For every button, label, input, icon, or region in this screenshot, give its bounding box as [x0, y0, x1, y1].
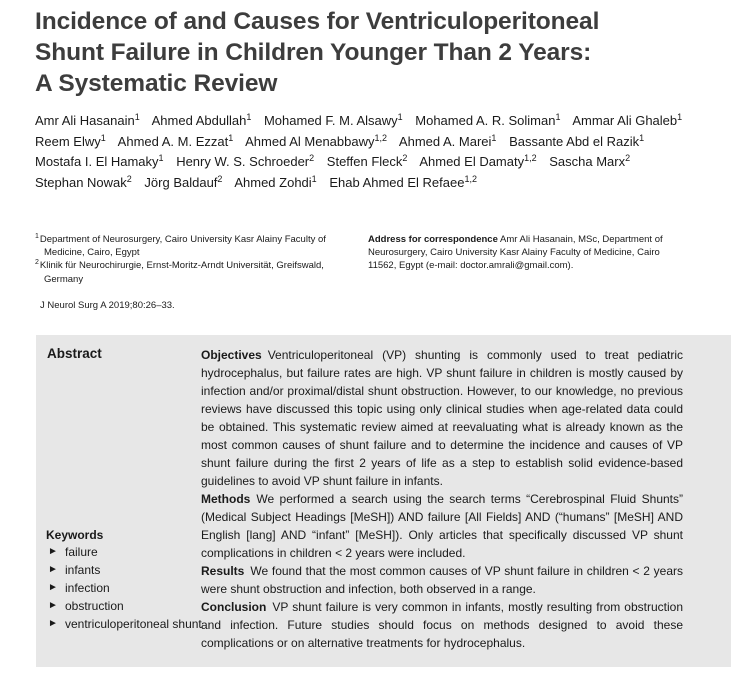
author-name — [35, 175, 132, 190]
author-affiliation-sup: 2 — [309, 153, 315, 163]
author-name-text: Amr Ali Hasanain — [35, 113, 135, 128]
article-title — [35, 6, 695, 99]
keyword-text: failure — [65, 545, 98, 559]
author-name — [419, 154, 536, 169]
author-name-text: Bassante Abd el Razik — [509, 133, 640, 149]
author-name — [35, 134, 106, 149]
correspondence — [368, 233, 686, 273]
section-label: Results — [201, 564, 245, 578]
keyword-item — [46, 561, 205, 579]
section-text: We found that the most common causes of VP shunt failure in children < 2 years were shunt obstruction and infection, both observed in a range. — [201, 564, 683, 596]
author-affiliation-sup: 2 — [402, 153, 408, 163]
author-name-text: Jörg Baldauf — [144, 174, 218, 190]
abstract-section — [201, 346, 683, 490]
author-name-text: Reem Elwy — [35, 133, 101, 149]
author-name-text: Stephan Nowak — [35, 174, 127, 190]
author-affiliation-sup: 1 — [639, 132, 645, 143]
title-line: Incidence of and Causes for Ventriculoperitoneal — [35, 8, 600, 35]
abstract-box — [36, 335, 731, 667]
author-name-text: Mohamed A. R. Soliman — [415, 113, 556, 128]
author-affiliation-sup: 1 — [134, 112, 140, 122]
arrow-right-icon: ► — [48, 618, 58, 629]
abstract-body — [201, 346, 683, 652]
author-name — [549, 154, 630, 169]
author-name-text: Ehab Ahmed El Refaee — [329, 174, 465, 190]
author-affiliation-sup: 2 — [217, 173, 223, 184]
author-name — [329, 175, 477, 190]
author-name — [509, 134, 644, 149]
author-name — [152, 113, 252, 128]
author-name-text: Ahmed A. M. Ezzat — [117, 133, 229, 149]
keyword-item — [46, 615, 205, 633]
correspondence-text: Amr Ali Hasanain, MSc, Department of Neurosurgery, Cairo University Kasr Alainy Faculty of Medicine, Cairo 11562, Egypt (e-mail: doctor.amrali@gmail.com). — [368, 234, 663, 272]
abstract-heading: Abstract — [47, 346, 102, 361]
author-affiliation-sup: 1 — [158, 153, 164, 163]
affiliation-text: Klinik für Neurochirurgie, Ernst-Moritz-Arndt Universität, Greifswald, Germany — [39, 260, 324, 285]
keyword-item — [46, 597, 205, 615]
author-affiliation-sup: 1,2 — [464, 173, 477, 184]
affiliation-number: 1 — [35, 233, 39, 240]
author-name — [176, 154, 314, 169]
arrow-right-icon: ► — [48, 600, 58, 611]
section-label: Objectives — [201, 348, 262, 362]
arrow-right-icon: ► — [48, 582, 58, 593]
author-name — [572, 113, 682, 128]
author-name — [245, 134, 387, 149]
author-name-text: Ahmed Zohdi — [234, 174, 312, 190]
author-affiliation-sup: 1,2 — [374, 132, 388, 143]
section-label: Conclusion — [201, 600, 267, 614]
affiliation-number: 2 — [35, 259, 39, 267]
author-affiliation-sup: 1 — [397, 112, 403, 122]
arrow-right-icon: ► — [48, 564, 58, 575]
section-text: We performed a search using the search terms “Cerebrospinal Fluid Shunts” (Medical Subject Headings [MeSH]) AND failure [All Fields] AND (“humans” [MeSH] AND English [lang] AND “infant” [MeSH]). Only articles that specifically discussed VP shunt complications in children < 2 years were included. — [201, 492, 683, 560]
author-name-text: Mohamed F. M. Alsawy — [263, 113, 398, 128]
author-name — [35, 154, 164, 169]
author-affiliation-sup: 1 — [228, 132, 234, 143]
author-name — [327, 154, 408, 169]
author-affiliation-sup: 2 — [126, 173, 132, 184]
author-name — [35, 113, 140, 128]
author-name — [399, 134, 497, 149]
keyword-item — [46, 579, 205, 597]
author-affiliation-sup: 1 — [677, 112, 683, 122]
author-name-text: Ahmed A. Marei — [398, 133, 492, 149]
author-name — [415, 113, 560, 128]
author-name — [264, 113, 403, 128]
author-name-text: Mostafa I. El Hamaky — [35, 154, 159, 169]
affiliation-text: Department of Neurosurgery, Cairo University Kasr Alainy Faculty of Medicine, Cairo, Egypt — [39, 234, 326, 259]
author-affiliation-sup: 2 — [625, 153, 631, 163]
author-name-text: Henry W. S. Schroeder — [176, 154, 310, 169]
author-affiliation-sup: 1,2 — [524, 153, 537, 163]
keyword-list — [46, 543, 205, 633]
keyword-text: obstruction — [65, 599, 124, 613]
section-text: VP shunt failure is very common in infants, mostly resulting from obstruction and infection. Future studies should focus on methods designed to avoid these complications or on alternative treatments for hydrocephalus. — [201, 600, 683, 650]
arrow-right-icon: ► — [48, 546, 58, 557]
keywords-heading: Keywords — [46, 528, 104, 542]
title-line: Shunt Failure in Children Younger Than 2 Years: — [35, 39, 592, 66]
journal-citation: J Neurol Surg A 2019;80:26–33. — [40, 300, 175, 311]
affiliation-item — [35, 259, 355, 285]
author-affiliation-sup: 1 — [491, 132, 497, 143]
author-name-text: Ahmed Abdullah — [151, 113, 247, 128]
affiliations — [35, 233, 355, 286]
author-name — [234, 175, 316, 190]
author-name — [144, 175, 222, 190]
abstract-section — [201, 490, 683, 562]
author-name — [118, 134, 234, 149]
keyword-text: infection — [65, 581, 110, 595]
author-name-text: Ahmed Al Menabbawy — [245, 133, 375, 149]
author-name-text: Steffen Fleck — [326, 154, 403, 169]
section-label: Methods — [201, 492, 251, 506]
affiliation-item — [35, 233, 355, 259]
author-affiliation-sup: 1 — [246, 112, 252, 122]
author-affiliation-sup: 1 — [100, 132, 106, 143]
author-name-text: Sascha Marx — [549, 154, 626, 169]
section-text: Ventriculoperitoneal (VP) shunting is commonly used to treat pediatric hydrocephalus, but failure rates are high. VP shunt failure in children is mostly caused by infection and/or proximal/distal shunt obstruction. However, to our knowledge, no previous reviews have discussed this topic using only clinical studies when age-related data could be obtained. This systematic review aimed at reevaluating what is already known as the most common causes of shunt failure and to determine the incidence and causes of VP shunt failure during the first 2 years of life as a step to establish solid evidence-based guidelines to avoid VP shunt failure in infants. — [201, 348, 683, 488]
author-affiliation-sup: 1 — [311, 173, 317, 184]
author-list — [35, 111, 715, 193]
abstract-section — [201, 562, 683, 598]
abstract-section — [201, 598, 683, 652]
keyword-item — [46, 543, 205, 561]
keyword-text: infants — [65, 563, 101, 577]
author-affiliation-sup: 1 — [555, 112, 561, 122]
correspondence-label: Address for correspondence — [368, 234, 498, 245]
author-name-text: Ahmed El Damaty — [419, 154, 525, 169]
keyword-text: ventriculoperitoneal shunt — [65, 617, 202, 631]
title-line: A Systematic Review — [35, 70, 278, 97]
author-name-text: Ammar Ali Ghaleb — [572, 113, 678, 128]
